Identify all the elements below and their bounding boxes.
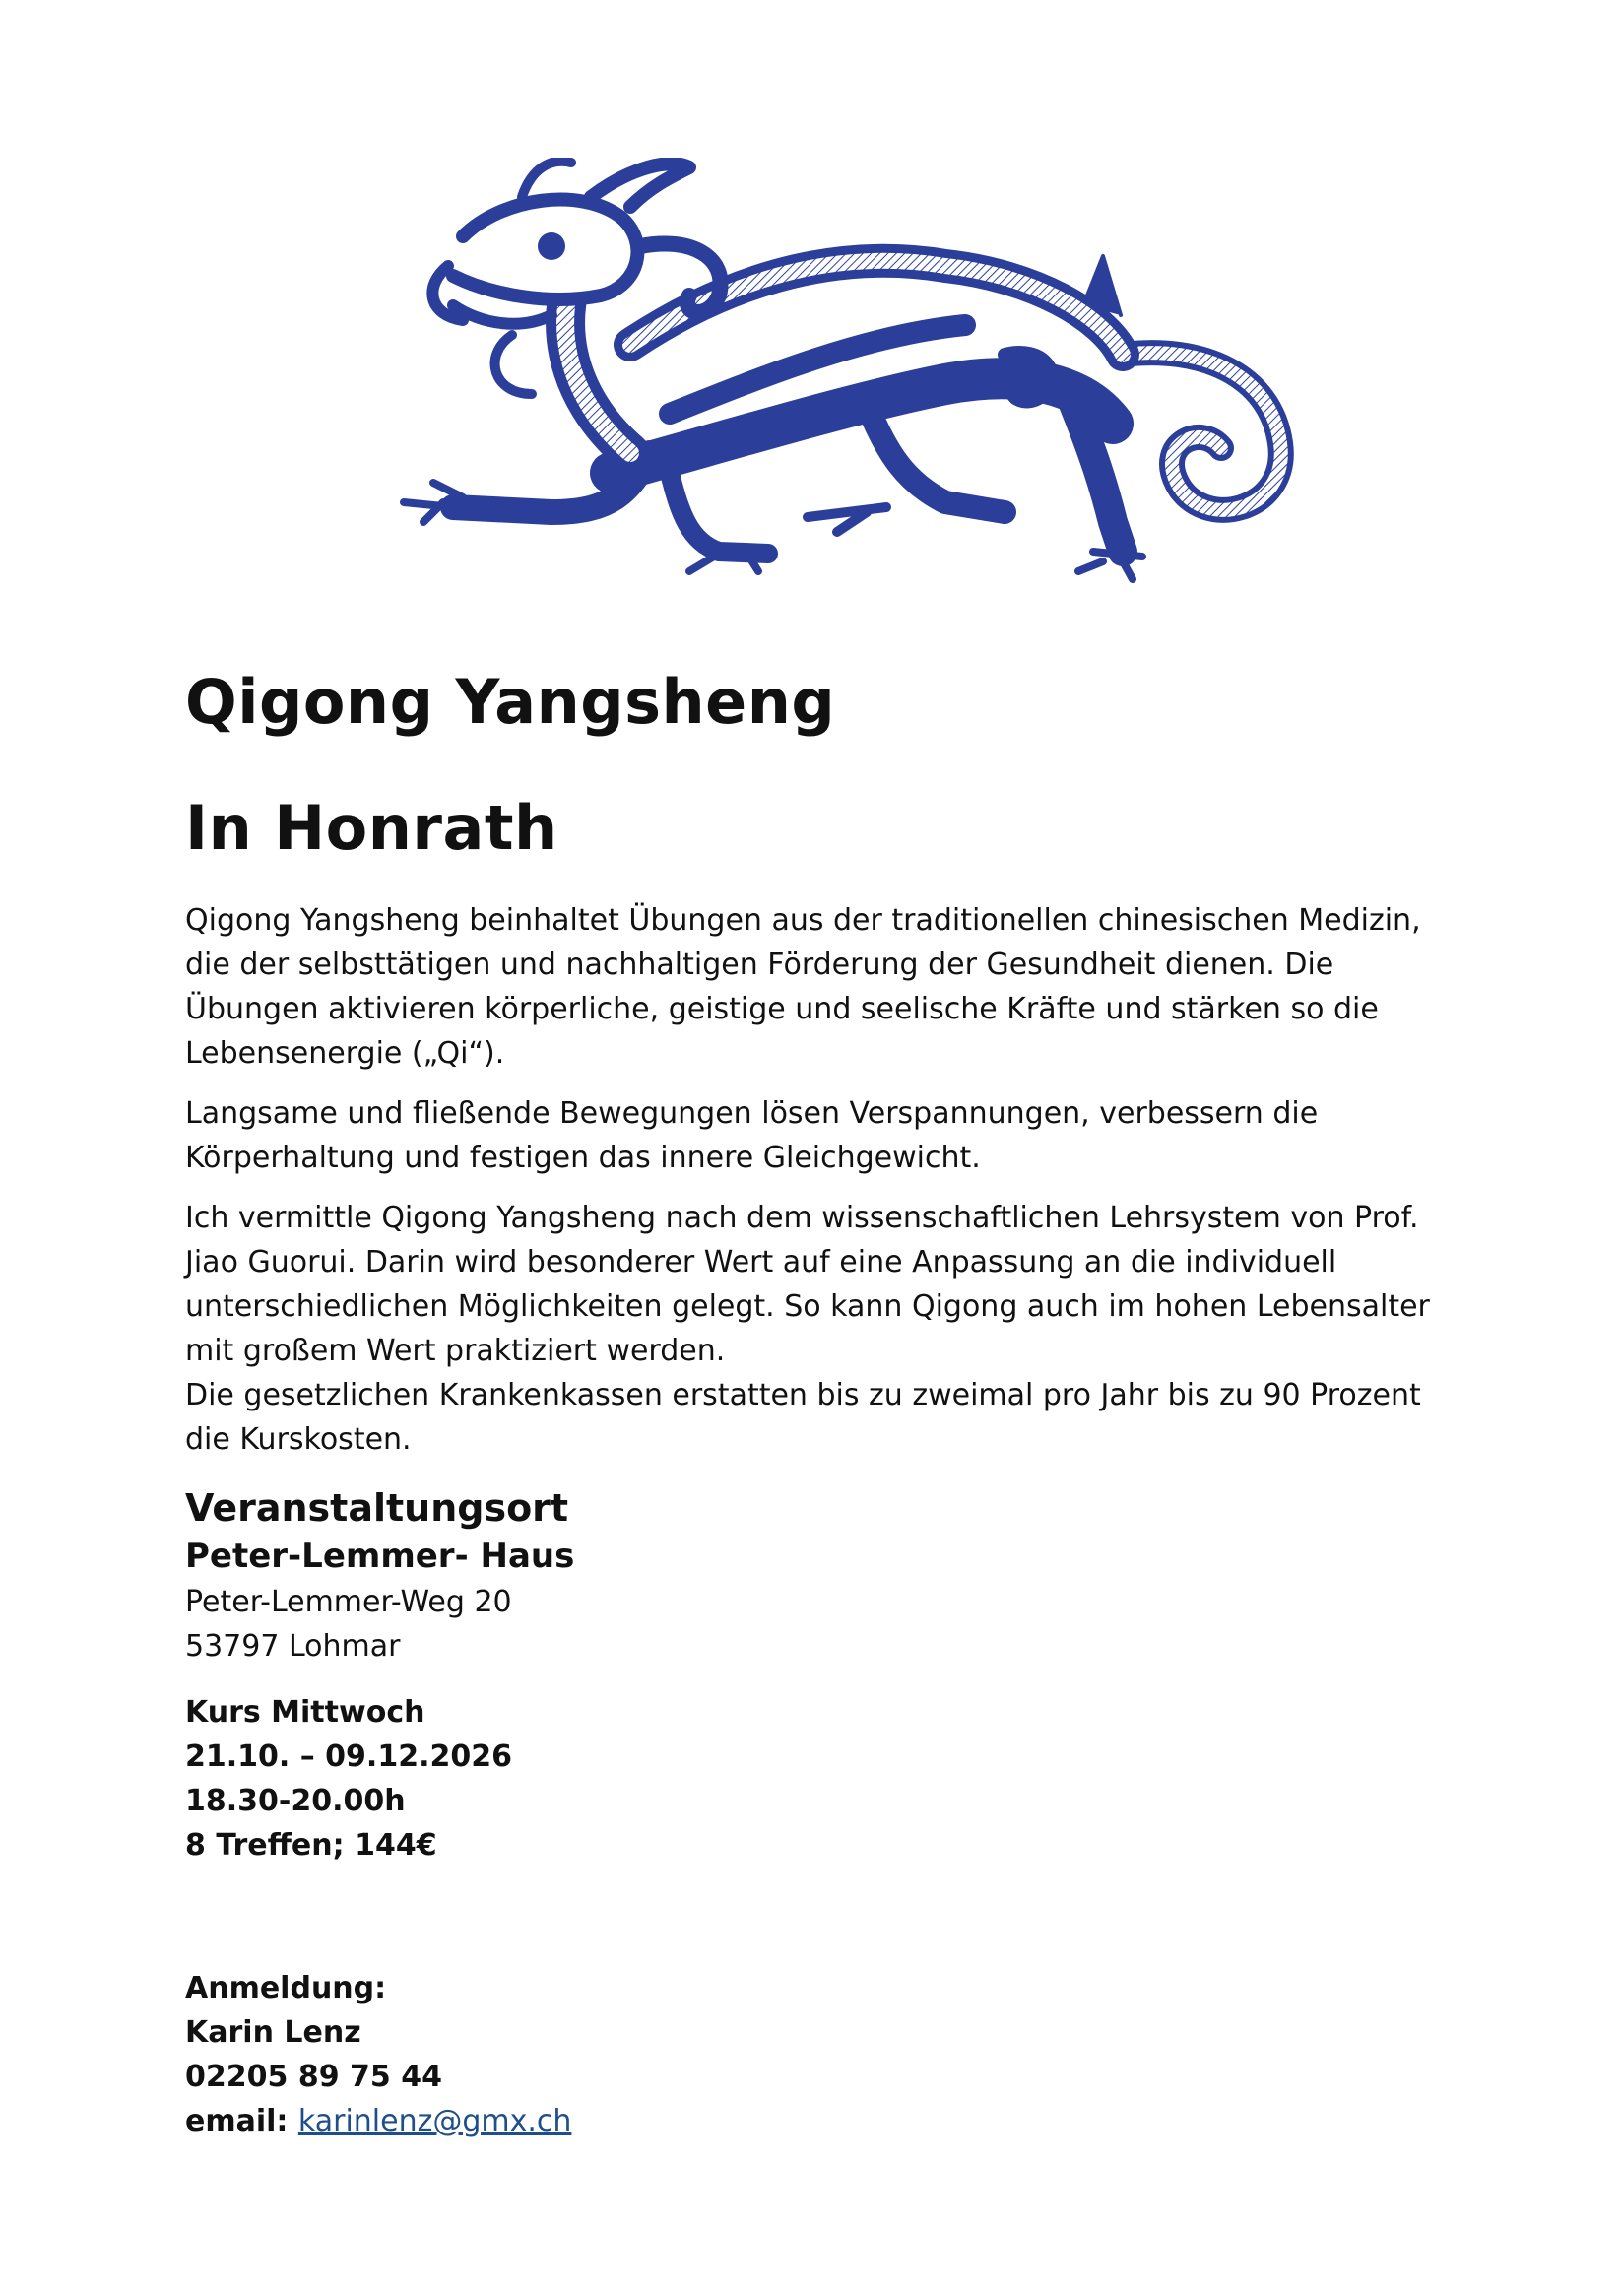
contact-email-row [185,2099,1456,2143]
venue-name: Peter-Lemmer- Haus [185,1537,575,1576]
course-sessions-price: 8 Treffen; 144€ [185,1828,437,1863]
description-paragraph: Ich vermittle Qigong Yangsheng nach dem wissenschaftlichen Lehrsystem von Prof. Jiao Guorui. Darin wird besonderer Wert auf eine Anpassung an die individuell unterschiedlichen Möglichkeiten gelegt. So kann Qigong auch im hohen Lebensalter mit großem Wert praktiziert werden. [185,1201,1430,1368]
venue-section [185,1483,1456,1669]
page-subtitle-location: In Honrath [185,792,558,864]
course-dates: 21.10. – 09.12.2026 [185,1739,512,1774]
contact-name: Karin Lenz [185,2015,361,2050]
description [185,898,1456,1462]
description-paragraph: Die gesetzlichen Krankenkassen erstatten bis zu zweimal pro Jahr bis zu 90 Prozent die Kurskosten. [185,1378,1421,1457]
email-link[interactable]: karinlenz@gmx.ch [297,2104,572,2138]
course-details [185,1690,1456,1868]
registration-label: Anmeldung: [185,1971,387,2005]
contact-phone: 02205 89 75 44 [185,2060,442,2094]
venue-city: 53797 Lohmar [185,1629,401,1664]
venue-heading: Veranstaltungsort [185,1486,569,1530]
venue-street: Peter-Lemmer-Weg 20 [185,1585,512,1619]
course-day: Kurs Mittwoch [185,1695,425,1730]
page-title: Qigong Yangsheng [185,666,836,738]
course-time: 18.30-20.00h [185,1784,406,1818]
description-paragraph: Langsame und fließende Bewegungen lösen Verspannungen, verbessern die Körperhaltung und festigen das innere Gleichgewicht. [185,1096,1319,1175]
flyer-content [185,660,1456,2143]
dragon-illustration [256,158,1320,591]
email-label: email: [185,2104,289,2138]
registration-section [185,1966,1456,2143]
description-paragraph: Qigong Yangsheng beinhaltet Übungen aus der traditionellen chinesischen Medizin, die der selbsttätigen und nachhaltigen Förderung der Gesundheit dienen. Die Übungen aktivieren körperliche, geistige und seelische Kräfte und stärken so die Lebensenergie („Qi“). [185,903,1421,1071]
